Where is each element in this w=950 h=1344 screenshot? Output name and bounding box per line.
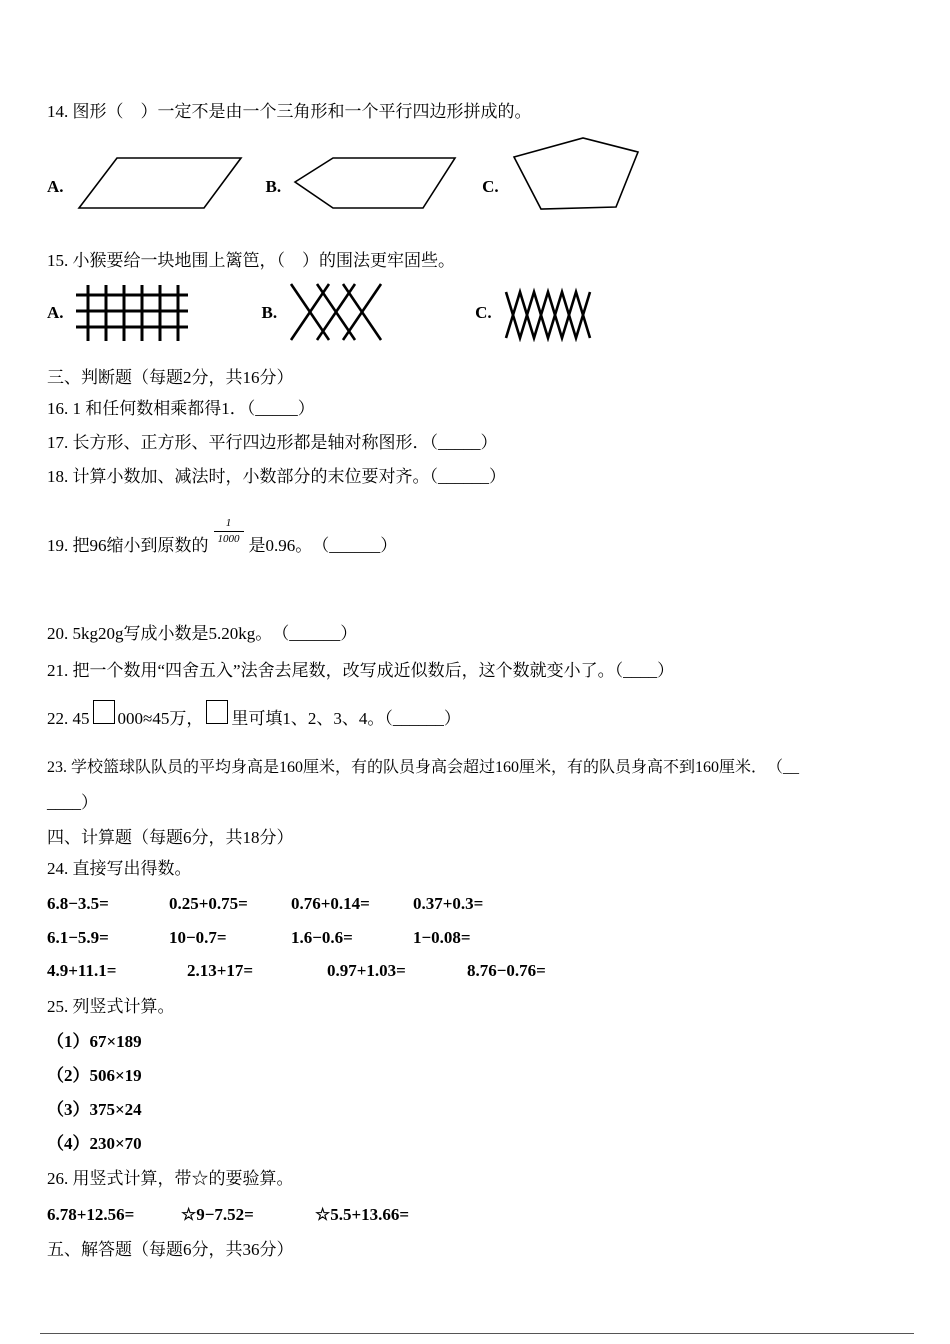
q14-option-c bbox=[482, 135, 641, 211]
pentagon-shape bbox=[511, 135, 641, 211]
q25-item-3: （3）375×24 bbox=[47, 1100, 142, 1119]
question-23-line2: ____） bbox=[47, 793, 98, 812]
math-expression: 10−0.7= bbox=[169, 928, 227, 947]
math-expression: 6.1−5.9= bbox=[47, 928, 109, 947]
q14-option-b bbox=[266, 155, 459, 211]
question-14-options bbox=[47, 135, 914, 211]
question-15-text: 15. 小猴要给一块地围上篱笆，（ ）的围法更牢固些。 bbox=[47, 251, 455, 270]
math-expression: 2.13+17= bbox=[187, 961, 254, 980]
q15-option-b-label: B. bbox=[261, 303, 278, 322]
question-17: 17. 长方形、正方形、平行四边形都是轴对称图形．（_____） bbox=[47, 433, 498, 452]
question-19-post: 是0.96。 （______） bbox=[248, 536, 398, 555]
question-25-text: 25. 列竖式计算。 bbox=[47, 997, 175, 1016]
q15-option-b bbox=[262, 282, 384, 342]
math-expression: 4.9+11.1= bbox=[47, 961, 117, 980]
question-21: 21. 把一个数用“四舍五入”法舍去尾数，改写成近似数后，这个数就变小了。（____） bbox=[47, 661, 675, 680]
q24-row-3 bbox=[47, 959, 914, 982]
q15-option-a-label: A. bbox=[47, 303, 64, 322]
q24-row-1 bbox=[47, 892, 914, 915]
section-3-title: 三、判断题（每题2分，共16分） bbox=[47, 368, 294, 387]
math-expression: 0.97+1.03= bbox=[327, 961, 406, 980]
math-expression: 0.37+0.3= bbox=[413, 894, 484, 913]
question-26-text: 26. 用竖式计算，带☆的要验算。 bbox=[47, 1169, 294, 1188]
question-23-line1: 23. 学校篮球队队员的平均身高是160厘米，有的队员身高会超过160厘米，有的队员身高不到160厘米． （__ bbox=[47, 759, 800, 776]
q15-option-c-label: C. bbox=[475, 303, 492, 322]
math-expression: 1.6−0.6= bbox=[291, 928, 353, 947]
q14-option-a-label: A. bbox=[47, 177, 64, 196]
question-19-pre: 19. 把96缩小到原数的 bbox=[47, 536, 209, 555]
math-expression: 0.25+0.75= bbox=[169, 894, 248, 913]
blank-box bbox=[93, 700, 115, 724]
question-15-options bbox=[47, 282, 914, 342]
math-expression: 6.78+12.56= bbox=[47, 1205, 135, 1224]
math-expression: ☆5.5+13.66= bbox=[315, 1205, 410, 1224]
section-5-title: 五、解答题（每题6分，共36分） bbox=[47, 1240, 294, 1259]
question-20: 20. 5kg20g写成小数是5.20kg。 （______） bbox=[47, 624, 358, 643]
q25-item-4: （4）230×70 bbox=[47, 1134, 142, 1153]
q26-row bbox=[47, 1203, 914, 1226]
question-16: 16. 1 和任何数相乘都得1．（_____） bbox=[47, 399, 315, 418]
grid-fence-shape bbox=[76, 284, 188, 342]
section-4-title: 四、计算题（每题6分，共18分） bbox=[47, 828, 294, 847]
question-24-text: 24. 直接写出得数。 bbox=[47, 859, 192, 878]
question-14-text: 14. 图形（ ）一定不是由一个三角形和一个平行四边形拼成的。 bbox=[47, 102, 532, 121]
page-bottom-rule bbox=[40, 1333, 914, 1334]
math-expression: ☆9−7.52= bbox=[181, 1205, 254, 1224]
q14-option-b-label: B. bbox=[265, 177, 282, 196]
fraction-numerator: 1 bbox=[225, 517, 232, 529]
blank-box bbox=[206, 700, 228, 724]
math-expression: 1−0.08= bbox=[413, 928, 471, 947]
cross-fence-shape bbox=[289, 282, 383, 342]
question-22 bbox=[47, 700, 914, 730]
q24-row-2 bbox=[47, 926, 914, 949]
question-22-pre: 22. 45 bbox=[47, 709, 90, 728]
q25-item-2: （2）506×19 bbox=[47, 1066, 142, 1085]
fraction-denominator: 1000 bbox=[214, 531, 244, 545]
parallelogram-shape bbox=[76, 153, 244, 211]
q14-option-c-label: C. bbox=[482, 177, 499, 196]
diamond-fence-shape bbox=[504, 286, 594, 342]
question-19 bbox=[47, 518, 914, 557]
q15-option-c bbox=[475, 286, 594, 342]
math-expression: 0.76+0.14= bbox=[291, 894, 370, 913]
q15-option-a bbox=[47, 284, 188, 342]
question-18: 18. 计算小数加、减法时，小数部分的末位要对齐。（______） bbox=[47, 467, 506, 486]
math-expression: 6.8−3.5= bbox=[47, 894, 109, 913]
question-22-post: 里可填1、2、3、4。（______） bbox=[231, 709, 461, 728]
question-22-mid: 000≈45万， bbox=[117, 709, 204, 728]
q25-item-1: （1）67×189 bbox=[47, 1032, 142, 1051]
hexagon-shape bbox=[293, 155, 458, 211]
math-expression: 8.76−0.76= bbox=[467, 961, 546, 980]
q14-option-a bbox=[47, 153, 244, 211]
fraction-one-thousandth bbox=[214, 518, 244, 545]
